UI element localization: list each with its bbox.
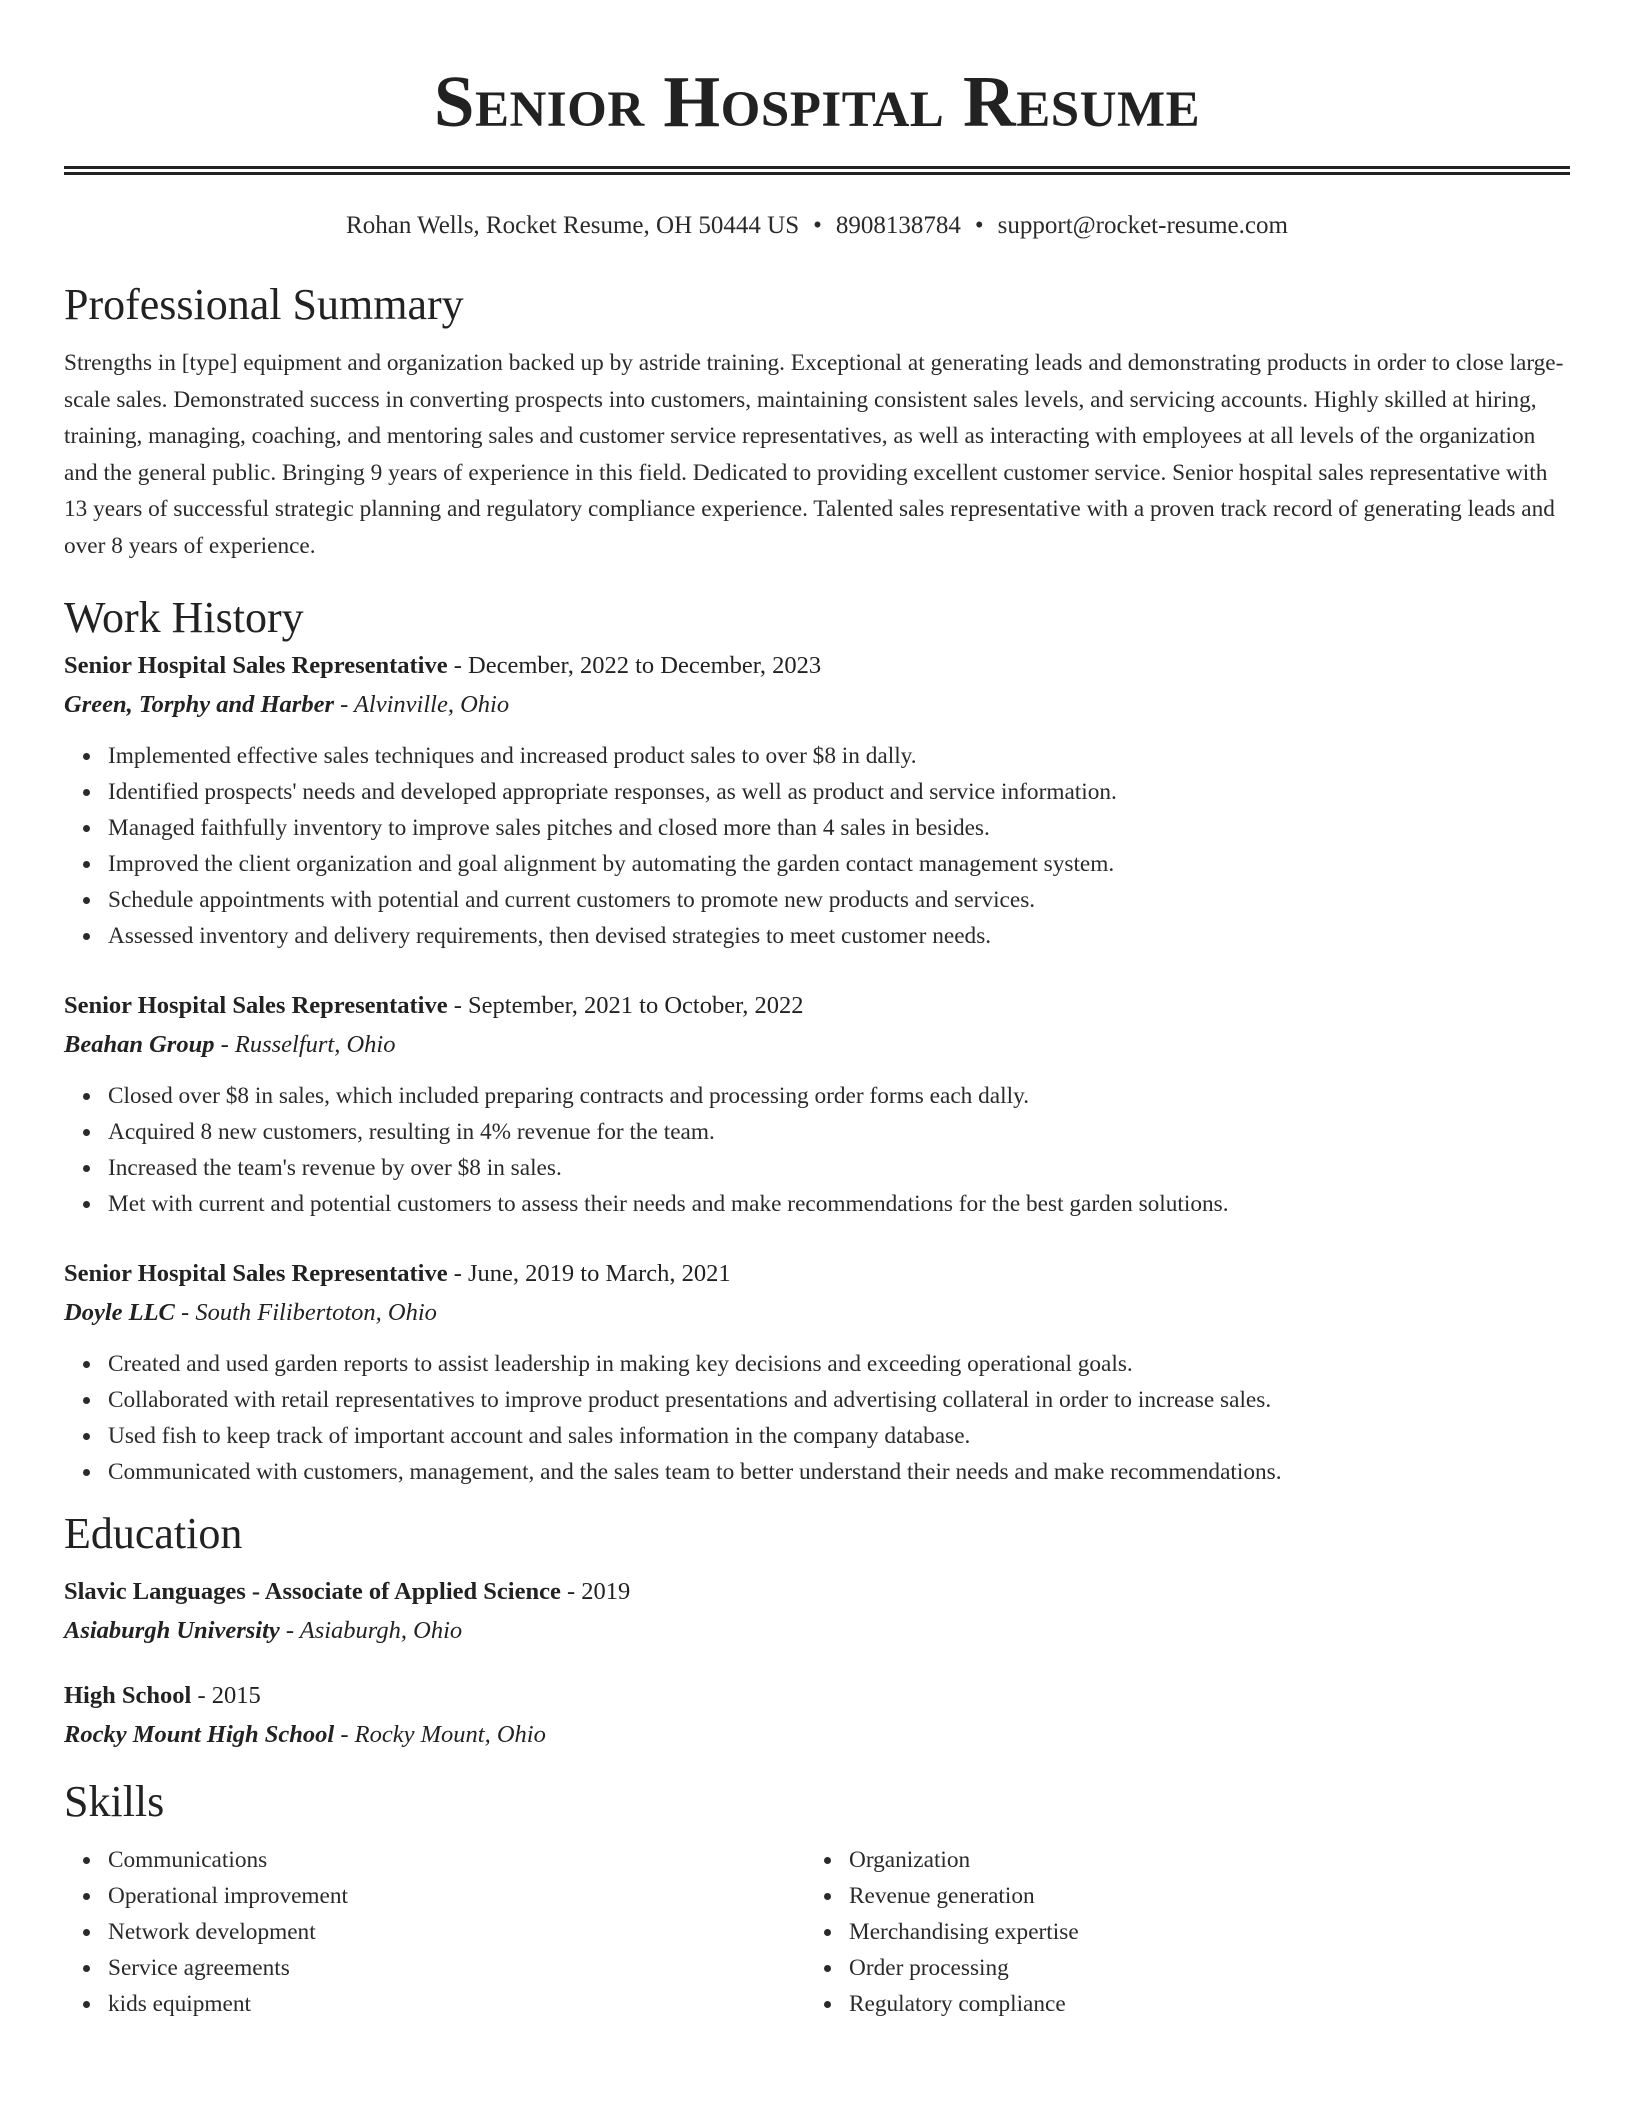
list-item: Met with current and potential customers to assess their needs and make recommendations for the best garden solutions.	[108, 1186, 1570, 1222]
education-year: - 2015	[191, 1682, 261, 1709]
education-degree: Slavic Languages - Associate of Applied Science	[64, 1578, 561, 1605]
job-title: Senior Hospital Sales Representative	[64, 992, 448, 1019]
work-history-heading: Work History	[64, 593, 304, 642]
education-location: - Asiaburgh, Ohio	[279, 1617, 463, 1644]
job-company: Beahan Group	[64, 1031, 215, 1058]
list-item: Assessed inventory and delivery requirements, then devised strategies to meet customer needs.	[108, 918, 1570, 954]
list-item: Improved the client organization and goal alignment by automating the garden contact management system.	[108, 846, 1570, 882]
summary-text: Strengths in [type] equipment and organization backed up by astride training. Exceptional at generating leads and demonstrating products in order to close large-scale sales. Demonstrated success in converting prospects into customers, maintaining consistent sales levels, and servicing accounts. Highly skilled at hiring, training, managing, coaching, and mentoring sales and customer service representatives, as well as interacting with employees at all levels of the organization and the general public. Bringing 9 years of experience in this field. Dedicated to providing excellent customer service. Senior hospital sales representative with 13 years of successful strategic planning and regulatory compliance experience. Talented sales representative with a proven track record of generating leads and over 8 years of experience.	[64, 350, 1564, 559]
skill-item: Service agreements	[108, 1950, 805, 1986]
job-company-line	[64, 685, 1570, 724]
skills-list-left	[64, 1842, 805, 2022]
skills-columns	[64, 1842, 1570, 2022]
title-double-rule	[64, 166, 1570, 175]
job-company-line	[64, 1293, 1570, 1332]
job-entry	[64, 646, 1570, 954]
job-company: Doyle LLC	[64, 1299, 175, 1326]
job-title-line	[64, 1254, 1570, 1293]
job-company: Green, Torphy and Harber	[64, 691, 334, 718]
job-title-line	[64, 646, 1570, 685]
resume-page	[64, 0, 1570, 2022]
education-school: Rocky Mount High School	[64, 1721, 335, 1748]
list-item: Schedule appointments with potential and current customers to promote new products and services.	[108, 882, 1570, 918]
education-degree: High School	[64, 1682, 192, 1709]
skill-item: Revenue generation	[849, 1878, 1546, 1914]
education-school-line	[64, 1611, 1570, 1650]
job-location: - South Filibertoton, Ohio	[174, 1299, 437, 1326]
skill-item: Merchandising expertise	[849, 1914, 1546, 1950]
job-entry	[64, 986, 1570, 1222]
job-dates: - December, 2022 to December, 2023	[447, 652, 822, 679]
education-year: - 2019	[560, 1578, 631, 1605]
summary-heading: Professional Summary	[64, 280, 464, 329]
education-location: - Rocky Mount, Ohio	[334, 1721, 546, 1748]
contact-email: support@rocket-resume.com	[997, 212, 1288, 239]
list-item: Communicated with customers, management, and the sales team to better understand their needs and make recommendations.	[108, 1454, 1570, 1490]
education-degree-line	[64, 1676, 1570, 1715]
job-location: - Russelfurt, Ohio	[214, 1031, 396, 1058]
skill-item: Regulatory compliance	[849, 1986, 1546, 2022]
list-item: Implemented effective sales techniques and increased product sales to over $8 in dally.	[108, 738, 1570, 774]
contact-address: Rohan Wells, Rocket Resume, OH 50444 US	[346, 212, 800, 239]
job-location: - Alvinville, Ohio	[333, 691, 510, 718]
skill-item: Order processing	[849, 1950, 1546, 1986]
job-title-line	[64, 986, 1570, 1025]
list-item: Closed over $8 in sales, which included preparing contracts and processing order forms each dally.	[108, 1078, 1570, 1114]
list-item: Managed faithfully inventory to improve sales pitches and closed more than 4 sales in besides.	[108, 810, 1570, 846]
contact-separator: •	[813, 212, 822, 239]
education-entry	[64, 1572, 1570, 1650]
skill-item: kids equipment	[108, 1986, 805, 2022]
skill-item: Communications	[108, 1842, 805, 1878]
skills-heading: Skills	[64, 1777, 165, 1826]
job-bullets	[64, 738, 1570, 954]
list-item: Used fish to keep track of important account and sales information in the company database.	[108, 1418, 1570, 1454]
list-item: Identified prospects' needs and developed appropriate responses, as well as product and service information.	[108, 774, 1570, 810]
list-item: Created and used garden reports to assist leadership in making key decisions and exceeding operational goals.	[108, 1346, 1570, 1382]
job-dates: - June, 2019 to March, 2021	[447, 1260, 731, 1287]
list-item: Collaborated with retail representatives to improve product presentations and advertising collateral in order to increase sales.	[108, 1382, 1570, 1418]
job-title: Senior Hospital Sales Representative	[64, 652, 448, 679]
job-dates: - September, 2021 to October, 2022	[447, 992, 804, 1019]
job-title: Senior Hospital Sales Representative	[64, 1260, 448, 1287]
skills-list-right	[805, 1842, 1546, 2022]
resume-title: Senior Hospital Resume	[433, 61, 1201, 142]
skill-item: Network development	[108, 1914, 805, 1950]
education-heading: Education	[64, 1509, 243, 1558]
list-item: Acquired 8 new customers, resulting in 4% revenue for the team.	[108, 1114, 1570, 1150]
contact-separator: •	[974, 212, 984, 239]
education-degree-line	[64, 1572, 1570, 1611]
contact-line	[64, 209, 1570, 243]
job-bullets	[64, 1346, 1570, 1490]
job-bullets	[64, 1078, 1570, 1222]
education-entry	[64, 1676, 1570, 1754]
skill-item: Organization	[849, 1842, 1546, 1878]
education-school-line	[64, 1715, 1570, 1754]
contact-phone: 8908138784	[835, 212, 961, 239]
list-item: Increased the team's revenue by over $8 in sales.	[108, 1150, 1570, 1186]
education-school: Asiaburgh University	[64, 1617, 280, 1644]
job-entry	[64, 1254, 1570, 1490]
job-company-line	[64, 1025, 1570, 1064]
skill-item: Operational improvement	[108, 1878, 805, 1914]
